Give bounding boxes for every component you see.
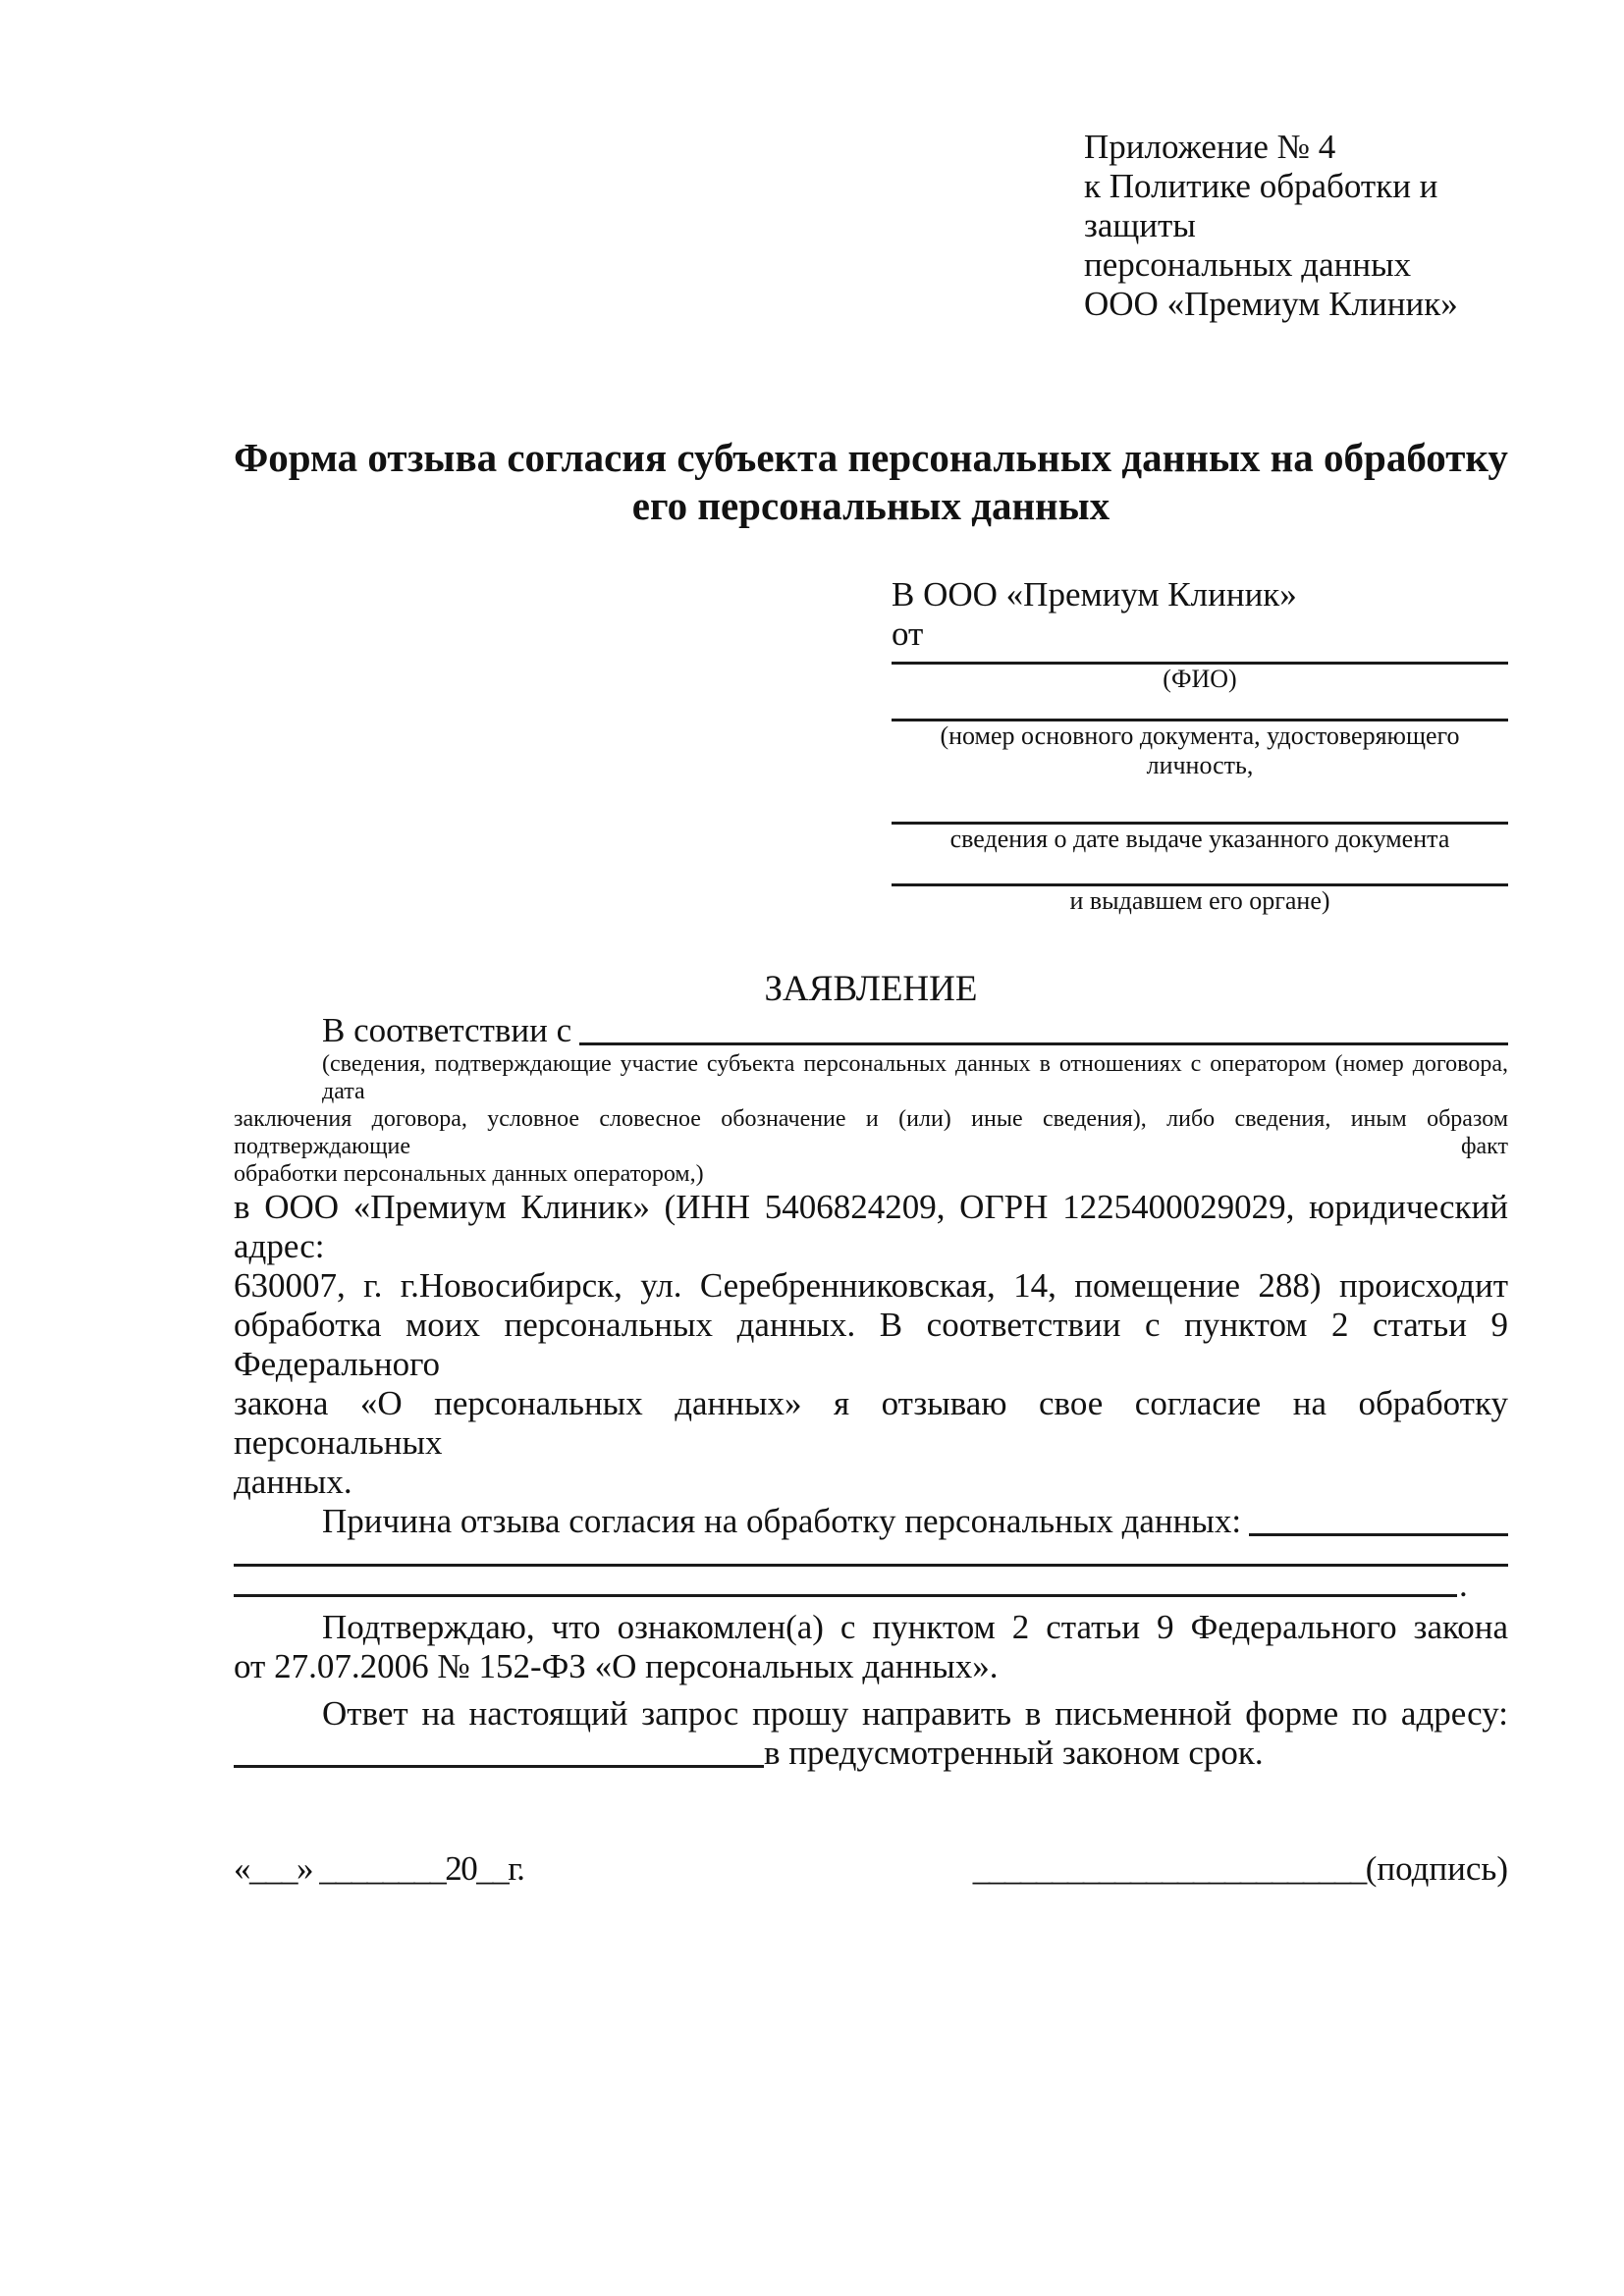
blank-line-terminator: . (1459, 1566, 1468, 1604)
appendix-line-1: Приложение № 4 (1084, 128, 1336, 166)
signature-area (973, 1849, 1508, 1889)
appendix-header (1084, 128, 1508, 324)
fio-caption: (ФИО) (1163, 665, 1237, 693)
reply-address-row (234, 1734, 1508, 1773)
addressee-to: В ООО «Премиум Клиник» (892, 575, 1297, 614)
form-title (234, 434, 1508, 530)
document-issue-date-blank-line (892, 780, 1508, 825)
statement-heading: ЗАЯВЛЕНИЕ (764, 969, 978, 1009)
body-line-4: закона «О персональных данных» я отзываю свое согласие на обработку персональных (234, 1384, 1508, 1462)
reason-row (234, 1502, 1508, 1541)
footnote-line-1: (сведения, подтверждающие участие субъекта персональных данных в отношениях с оператором (номер договора, дата (322, 1051, 1508, 1104)
reason-label: Причина отзыва согласия на обработку персональных данных: (322, 1502, 1242, 1540)
intro-blank-line (579, 1011, 1508, 1045)
reply-address-blank-line (234, 1765, 764, 1768)
reason-blank-line-3 (234, 1567, 1508, 1602)
addressee-block (892, 575, 1508, 916)
form-title-line-1: Форма отзыва согласия субъекта персональных данных на обработку (234, 435, 1508, 480)
body-line-5: данных. (234, 1463, 352, 1501)
footnote-line-3: обработки персональных данных оператором,) (234, 1161, 704, 1187)
statement-body (234, 1188, 1508, 1502)
document-number-caption: (номер основного документа, удостоверяющего личность, (940, 721, 1460, 779)
intro-row (234, 1011, 1508, 1050)
signature-row (234, 1849, 1508, 1889)
signature-blank-line: _________________________ (972, 1849, 1366, 1888)
reply-tail-text: в предусмотренный законом срок. (764, 1734, 1264, 1772)
confirmation-line-1: Подтверждаю, что ознакомлен(а) с пунктом 2 статьи 9 Федерального закона (322, 1608, 1508, 1646)
reason-blank-line (1249, 1502, 1508, 1536)
confirmation-paragraph (234, 1608, 1508, 1686)
body-line-3: обработка моих персональных данных. В соответствии с пунктом 2 статьи 9 Федерального (234, 1306, 1508, 1383)
confirmation-line-2: от 27.07.2006 № 152-ФЗ «О персональных данных». (234, 1647, 999, 1685)
fio-blank-line (892, 654, 1508, 665)
reason-blank-line-2 (234, 1541, 1508, 1567)
appendix-line-3: персональных данных (1084, 245, 1412, 284)
appendix-line-4: ООО «Премиум Клиник» (1084, 285, 1458, 323)
signature-caption: (подпись) (1365, 1849, 1508, 1888)
date-blank: «___» ________20__г. (234, 1849, 524, 1888)
document-number-blank-line (892, 694, 1508, 721)
appendix-line-2: к Политике обработки и защиты (1084, 167, 1438, 244)
body-line-2: 630007, г. г.Новосибирск, ул. Серебренниковская, 14, помещение 288) происходит (234, 1266, 1508, 1305)
intro-footnote (234, 1050, 1508, 1188)
reason-blank-line-3-rule (234, 1594, 1457, 1597)
body-line-1: в ООО «Премиум Клиник» (ИНН 5406824209, ОГРН 1225400029029, юридический адрес: (234, 1188, 1508, 1265)
reply-request-line: Ответ на настоящий запрос прошу направить в письменной форме по адресу: (322, 1694, 1508, 1733)
footnote-line-2: заключения договора, условное словесное обозначение и (или) иные сведения), либо сведения, иным образом подтверждающие факт (234, 1106, 1508, 1159)
document-issue-date-caption: сведения о дате выдаче указанного документа (949, 825, 1450, 853)
addressee-from-label: от (892, 614, 924, 653)
document-issuer-caption: и выдавшем его органе) (1069, 886, 1330, 915)
intro-prefix: В соответствии с (322, 1011, 572, 1049)
document-issuer-blank-line (892, 854, 1508, 886)
form-title-line-2: его персональных данных (631, 483, 1110, 528)
